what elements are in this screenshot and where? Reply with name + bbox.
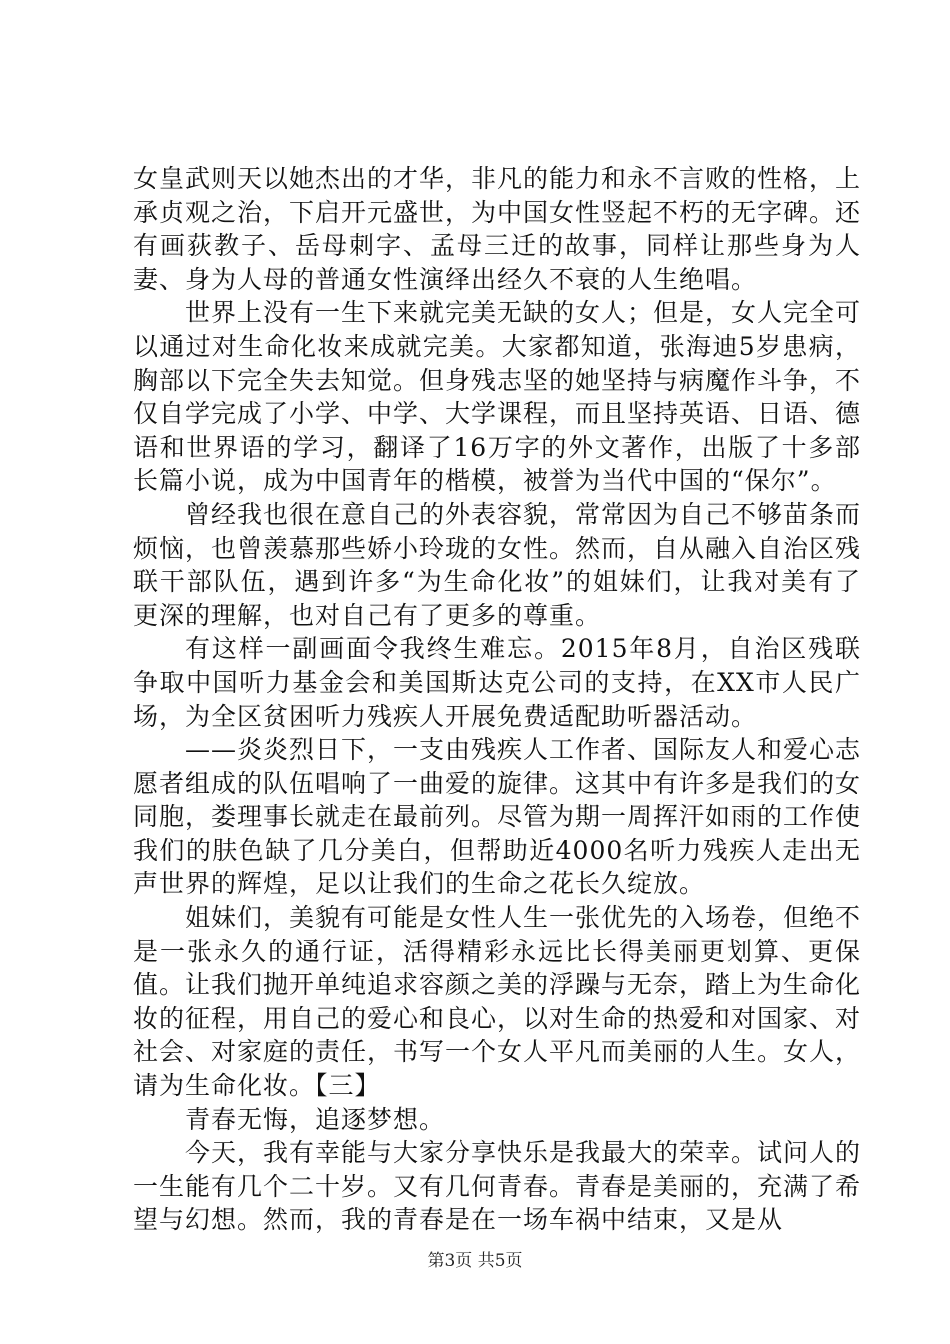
page-footer: 第3页 共5页 — [427, 1251, 523, 1271]
paragraph-7: 青春无悔，追逐梦想。 — [185, 1104, 446, 1134]
document-body — [133, 162, 861, 1237]
paragraph-4: 有这样一副画面令我终生难忘。2015年8月，自治区残联争取中国听力基金会和美国斯达克公司的支持，在XX市人民广场，为全区贫困听力残疾人开展免费适配助听器活动。 — [133, 634, 861, 731]
paragraph-3: 曾经我也很在意自己的外表容貌，常常因为自己不够苗条而烦恼，也曾羡慕那些娇小玲珑的女性。然而，自从融入自治区残联干部队伍，遇到许多“为生命化妆”的姐妹们，让我对美有了更深的理解，也对自己有了更多的尊重。 — [133, 499, 862, 630]
paragraph-8: 今天，我有幸能与大家分享快乐是我最大的荣幸。试问人的一生能有几个二十岁。又有几何青春。青春是美丽的，充满了希望与幻想。然而，我的青春是在一场车祸中结束，又是从 — [133, 1138, 862, 1235]
paragraph-1: 女皇武则天以她杰出的才华，非凡的能力和永不言败的性格，上承贞观之治，下启开元盛世，为中国女性竖起不朽的无字碑。还有画荻教子、岳母刺字、孟母三迁的故事，同样让那些身为人妻、身为人母的普通女性演绎出经久不衰的人生绝唱。 — [133, 164, 862, 294]
paragraph-5: ——炎炎烈日下，一支由残疾人工作者、国际友人和爱心志愿者组成的队伍唱响了一曲爱的旋律。这其中有许多是我们的女同胞，娄理事长就走在最前列。尽管为期一周挥汗如雨的工作使我们的肤色缺了几分美白，但帮助近4000名听力残疾人走出无声世界的辉煌，足以让我们的生命之花长久绽放。 — [133, 735, 862, 899]
paragraph-6: 姐妹们，美貌有可能是女性人生一张优先的入场卷，但绝不是一张永久的通行证，活得精彩永远比长得美丽更划算、更保值。让我们抛开单纯追求容颜之美的浮躁与无奈，踏上为生命化妆的征程，用自己的爱心和良心，以对生命的热爱和对国家、对社会、对家庭的责任，书写一个女人平凡而美丽的人生。女人，请为生命化妆。【三】 — [133, 903, 862, 1101]
paragraph-2: 世界上没有一生下来就完美无缺的女人；但是，女人完全可以通过对生命化妆来成就完美。大家都知道，张海迪5岁患病，胸部以下完全失去知觉。但身残志坚的她坚持与病魔作斗争，不仅自学完成了小学、中学、大学课程，而且坚持英语、日语、德语和世界语的学习，翻译了16万字的外文著作，出版了十多部长篇小说，成为中国青年的楷模，被誉为当代中国的“保尔”。 — [133, 298, 862, 496]
